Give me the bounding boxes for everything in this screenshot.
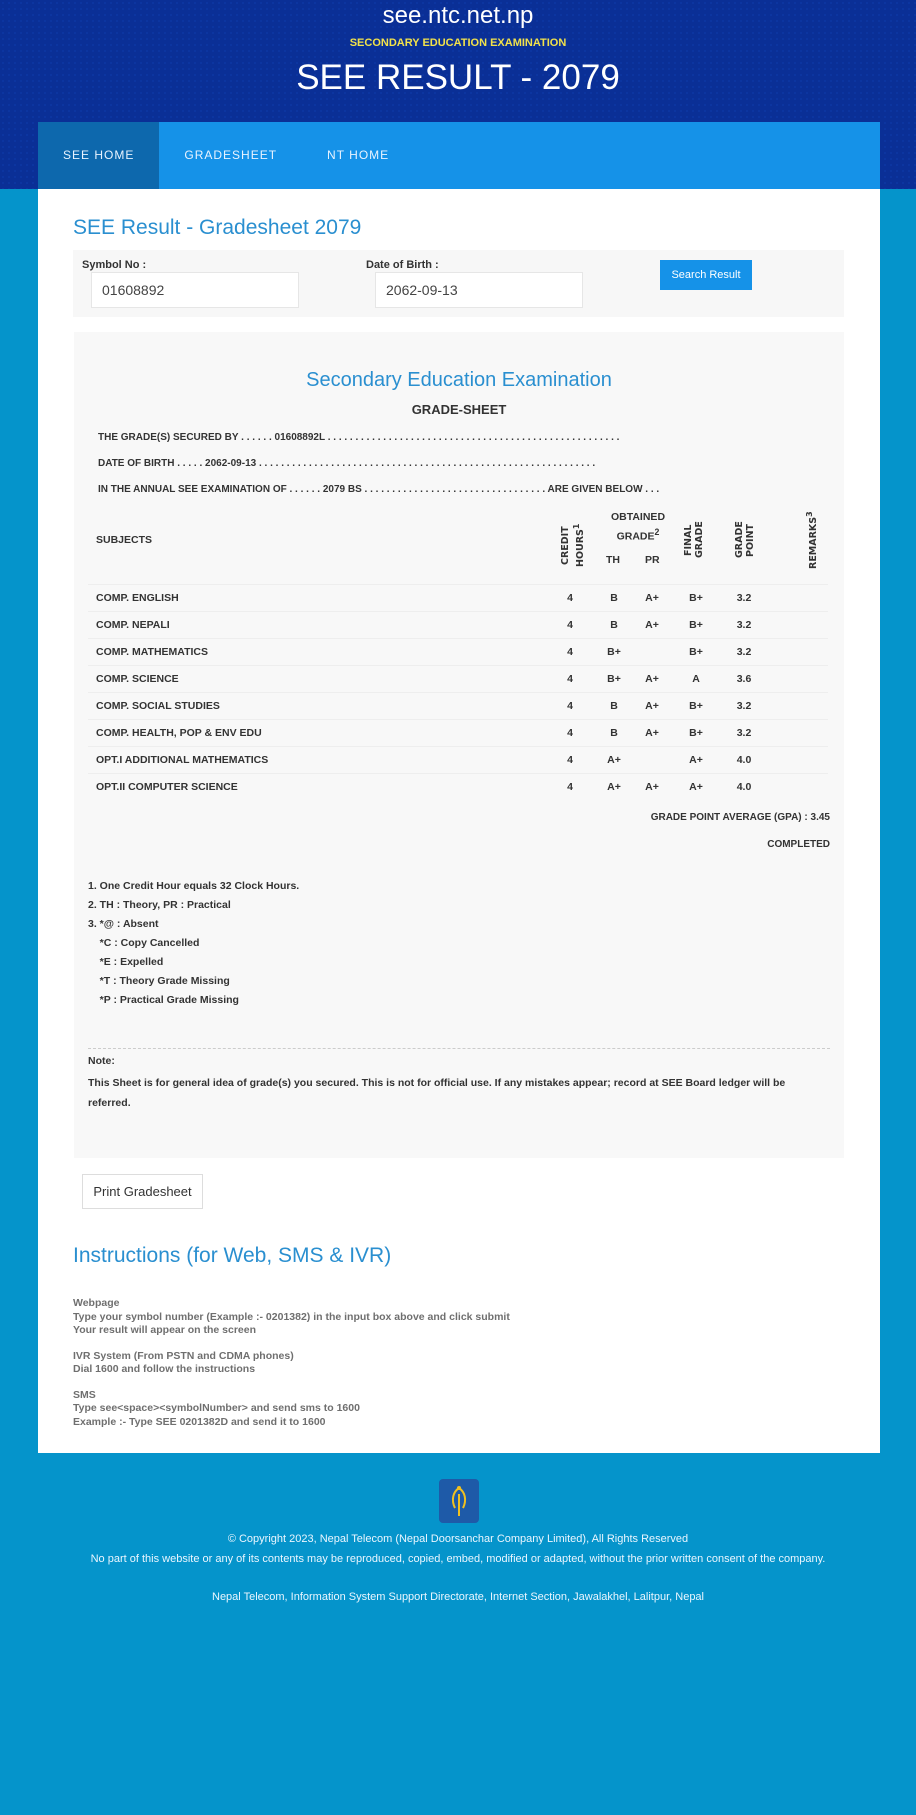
cell-credit: 4 [567,727,573,739]
cell-credit: 4 [567,592,573,604]
cell-final: A+ [689,754,703,766]
footer-disclaimer: No part of this website or any of its contents may be reproduced, copied, embed, modified or adapted, without the prior written consent of the company. [90,1553,826,1565]
gradesheet-title: Secondary Education Examination [306,369,612,391]
instruction-line: Type see<space><symbolNumber> and send sms to 1600 [73,1402,360,1414]
cell-final: B+ [689,619,703,631]
main-content [38,189,880,1453]
cell-credit: 4 [567,673,573,685]
table-row [88,611,828,638]
legend-note: 2. TH : Theory, PR : Practical [88,899,231,911]
legend-note: *P : Practical Grade Missing [88,994,239,1006]
cell-pr: A+ [645,592,659,604]
page-title: SEE Result - Gradesheet 2079 [73,216,362,239]
cell-final: B+ [689,592,703,604]
instruction-line: Your result will appear on the screen [73,1324,257,1336]
instruction-line: Example :- Type SEE 0201382D and send it to 1600 [73,1415,326,1428]
cell-pr: A+ [645,673,659,685]
legend-note: *E : Expelled [88,956,164,968]
gradesheet [74,332,844,1158]
cell-subject: COMP. ENGLISH [96,592,179,604]
cell-gp: 3.2 [736,619,752,631]
nav-gradesheet[interactable]: GRADESHEET [184,148,278,162]
instruction-line: IVR System (From PSTN and CDMA phones) [73,1349,294,1362]
cell-gp: 3.2 [736,727,752,739]
header-remarks: REMARKS$^3$ [805,511,820,569]
cell-final: A [692,673,700,685]
cell-subject: COMP. HEALTH, POP & ENV EDU [96,727,262,739]
secured-by-line: THE GRADE(S) SECURED BY . . . . . . 01608892L . . . . . . . . . . . . . . . . . . . . . . . . . . . . . . . . . . . . . . . . . . . . . . . . . . . . . [98,432,620,443]
legend-note: *T : Theory Grade Missing [88,975,230,987]
table-row [88,773,828,800]
exam-line: IN THE ANNUAL SEE EXAMINATION OF . . . . . . 2079 BS . . . . . . . . . . . . . . . . . . . . . . . . . . . . . . . . . ARE GIVEN BELOW . . . [98,484,660,495]
cell-gp: 3.6 [736,673,752,685]
cell-th: A+ [607,781,621,793]
cell-th: B+ [607,646,621,658]
cell-credit: 4 [567,700,573,712]
instruction-line: SMS [73,1388,96,1401]
footer-address: Nepal Telecom, Information System Support Directorate, Internet Section, Jawalakhel, Lalitpur, Nepal [212,1591,704,1603]
table-row [88,584,828,611]
instruction-line: Dial 1600 and follow the instructions [73,1363,256,1375]
footer-copyright: © Copyright 2023, Nepal Telecom (Nepal Doorsanchar Company Limited), All Rights Reserved [227,1533,689,1545]
site-domain: see.ntc.net.np [382,2,534,29]
cell-pr: A+ [645,781,659,793]
header-subtitle: SECONDARY EDUCATION EXAMINATION [349,37,567,49]
instruction-line: Webpage [73,1297,120,1309]
cell-pr: A+ [645,619,659,631]
cell-credit: 4 [567,619,573,631]
dob-input[interactable] [375,272,583,308]
header-credit-hours: CREDIT HOURS$^1$ [560,523,587,568]
nav-bar [38,122,880,189]
header-subjects: SUBJECTS [96,534,153,546]
table-row [88,719,828,746]
divider [88,1048,830,1049]
header-grade-point: GRADE POINT [734,521,756,559]
cell-subject: OPT.II COMPUTER SCIENCE [96,781,238,793]
header-title: SEE RESULT - 2079 [296,58,620,97]
legend-note: 1. One Credit Hour equals 32 Clock Hours. [88,880,300,892]
cell-th: B [610,619,618,631]
cell-th: B [610,727,618,739]
cell-gp: 3.2 [736,592,752,604]
cell-final: B+ [689,727,703,739]
cell-credit: 4 [567,754,573,766]
cell-final: B+ [689,646,703,658]
note-text: This Sheet is for general idea of grade(s) you secured. This is not for official use. If any mistakes appear; record at SEE Board ledger will be referred. [88,1077,786,1109]
cell-subject: COMP. SOCIAL STUDIES [96,700,220,712]
dob-label: Date of Birth : [366,259,439,271]
nav-nt-home[interactable]: NT HOME [327,148,390,162]
table-row [88,746,828,773]
header-final-grade: FINAL GRADE [683,521,705,559]
nepal-telecom-logo [439,1479,479,1523]
cell-final: B+ [689,700,703,712]
header-pr: PR [645,554,660,566]
search-result-button[interactable]: Search Result [660,260,752,290]
cell-subject: OPT.I ADDITIONAL MATHEMATICS [96,754,269,766]
legend-note: 3. *@ : Absent [88,918,159,930]
cell-subject: COMP. NEPALI [96,619,170,631]
symbol-input[interactable] [91,272,299,308]
cell-th: B [610,592,618,604]
note-title: Note: [88,1055,115,1067]
search-form [73,250,844,317]
gpa: GRADE POINT AVERAGE (GPA) : 3.45 [650,812,830,823]
result-status: COMPLETED [767,839,830,850]
gradesheet-subtitle: GRADE-SHEET [411,402,507,417]
cell-pr: A+ [645,727,659,739]
cell-pr: A+ [645,700,659,712]
cell-th: B+ [607,673,621,685]
header-th: TH [606,554,620,566]
cell-th: B [610,700,618,712]
legend-note: *C : Copy Cancelled [88,937,200,949]
cell-credit: 4 [567,781,573,793]
dob-line: DATE OF BIRTH . . . . . 2062-09-13 . . . . . . . . . . . . . . . . . . . . . . . . . . . . . . . . . . . . . . . . . . . . . . . . . . . . . . . . . . . . . [98,458,596,469]
cell-credit: 4 [567,646,573,658]
cell-final: A+ [689,781,703,793]
cell-gp: 4.0 [736,781,752,793]
nav-see-home[interactable]: SEE HOME [38,122,159,189]
cell-subject: COMP. MATHEMATICS [96,646,208,658]
cell-th: A+ [607,754,621,766]
table-row [88,638,828,665]
instructions-title: Instructions (for Web, SMS & IVR) [73,1244,392,1267]
cell-gp: 3.2 [736,700,752,712]
table-row [88,692,828,719]
header-obtained-grade: OBTAINED GRADE$^2$ [610,511,666,543]
table-row [88,665,828,692]
cell-gp: 3.2 [736,646,752,658]
logo-icon [447,1484,471,1518]
symbol-label: Symbol No : [82,259,147,271]
print-gradesheet-button[interactable]: Print Gradesheet [82,1174,203,1209]
cell-gp: 4.0 [736,754,752,766]
instruction-line: Type your symbol number (Example :- 0201382) in the input box above and click submit [73,1310,510,1323]
cell-subject: COMP. SCIENCE [96,673,179,685]
